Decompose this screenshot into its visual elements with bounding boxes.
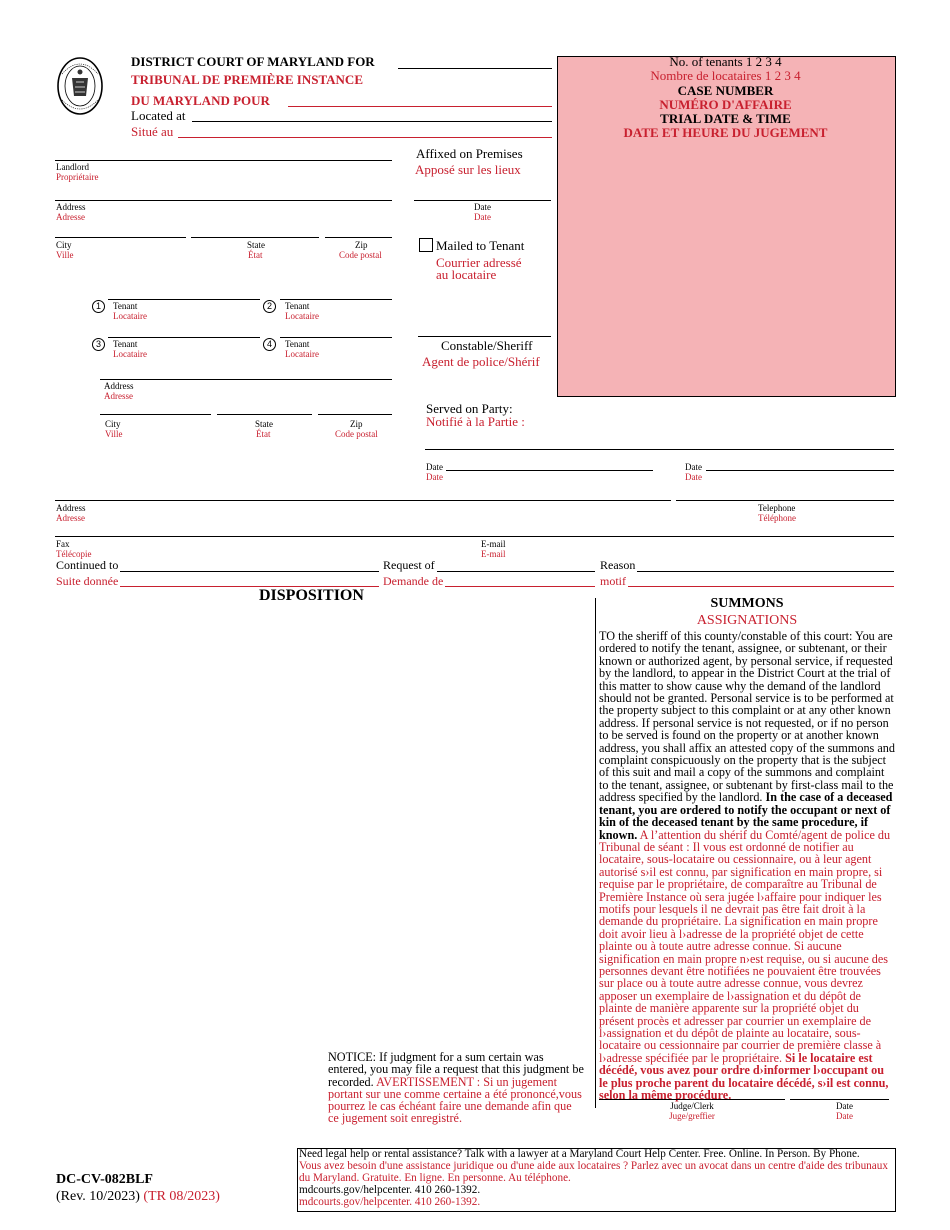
tenant-zip-label-fr: Code postal <box>335 429 378 439</box>
served-date-2-label-fr: Date <box>685 472 702 482</box>
tenant-number-1: 1 <box>92 300 105 313</box>
request-label-fr: Demande de <box>383 574 444 588</box>
affixed-label: Affixed on Premises <box>416 146 523 161</box>
affixed-date-label: Date <box>474 202 491 212</box>
tenant-1-label-fr: Locataire <box>113 311 147 321</box>
court-seal <box>56 56 104 116</box>
situe-au-label: Situé au <box>131 124 174 139</box>
landlord-city-label-fr: Ville <box>56 250 74 260</box>
summons-title: SUMMONS <box>710 596 784 611</box>
summons-body-fr: A l’attention du shérif du Comté/agent de police du Tribunal de séant : Il vous est ordonné de notifier au locataire, sous-locataire ou cessionnaire, ou à leur agent autorisé s›il est connu, par signification en main propre, si requise par le propriétaire, de comparaître au Tribunal de Première Instance où sera jugée l›affaire pour indiquer les motifs pour lesquels il ne devrait pas être fait droit à la demande du propriétaire. La signification en main propre doit avoir lieu à l›adresse de la propriété objet de cette plainte ou à toute autre adresse connue. Si aucune signification en main propre n›est requise, ou si aucune des personnes devant être notifiées ne pouvaient être trouvées sur place ou à toute autre adresse connue, vous devrez apposer un exemplaire de l›assignation et du dépôt de plainte de manière apparente sur la propriété objet du présent procès et adresser par courrier un exemplaire de l›assignation et du dépôt de plainte au locataire, sous-locataire ou cessionnaire par courrier de première classe à l›adresse spécifiée par le propriétaire. <box>599 827 891 1065</box>
judgment-notice <box>328 1051 584 1125</box>
contact-address-label-fr: Adresse <box>56 513 85 523</box>
served-date-1-label: Date <box>426 462 443 472</box>
tenant-city-label: City <box>105 419 121 429</box>
help-url-fr[interactable]: mdcourts.gov/helpcenter. 410 260-1392. <box>299 1196 481 1208</box>
summons-body-en-bold: In the case of a deceased tenant, you are ordered to notify the occupant or next of kin of the deceased tenant by the same procedure, if known. <box>599 790 893 842</box>
reason-label-fr: motif <box>600 574 626 588</box>
disposition-title: DISPOSITION <box>259 587 364 604</box>
email-label-fr: E-mail <box>481 549 506 559</box>
tenant-1-label: Tenant <box>113 301 138 311</box>
landlord-zip-label-fr: Code postal <box>339 250 382 260</box>
tenant-city-label-fr: Ville <box>105 429 123 439</box>
mailed-label-fr-1: Courrier adressé <box>436 255 522 270</box>
form-revision: (Rev. 10/2023) (TR 08/2023) <box>56 1189 220 1204</box>
continued-label-fr: Suite donnée <box>56 574 119 588</box>
tenant-2-label-fr: Locataire <box>285 311 319 321</box>
tenants-count-en: No. of tenants 1 2 3 4 <box>669 54 782 69</box>
mailed-checkbox[interactable] <box>419 238 433 252</box>
telephone-label-fr: Téléphone <box>758 513 796 523</box>
summons-title-fr: ASSIGNATIONS <box>696 613 798 628</box>
tenant-state-label-fr: État <box>256 429 271 439</box>
telephone-label: Telephone <box>758 503 796 513</box>
contact-address-label: Address <box>56 503 86 513</box>
summons-date-label: Date <box>836 1101 853 1111</box>
landlord-label: Landlord <box>56 162 89 172</box>
tenant-number-2: 2 <box>263 300 276 313</box>
fax-label-fr: Télécopie <box>56 549 92 559</box>
landlord-address-label-fr: Adresse <box>56 212 85 222</box>
served-label: Served on Party: <box>426 401 513 416</box>
summons-date-label-fr: Date <box>836 1111 853 1121</box>
summons-body <box>599 630 895 1101</box>
continued-label: Continued to <box>56 558 119 572</box>
notice-fr: AVERTISSEMENT : Si un jugement portant sur une comme certaine a été prononcé,vous pourrez le cas échéant faire une demande afin que ce jugement soit enregistré. <box>328 1074 582 1126</box>
landlord-city-label: City <box>56 240 72 250</box>
court-title-fr-2: DU MARYLAND POUR <box>131 93 270 108</box>
help-url-en[interactable]: mdcourts.gov/helpcenter. 410 260-1392. <box>299 1184 481 1196</box>
notice-en: NOTICE: If judgment for a sum certain was entered, you may file a request that this judgment be recorded. <box>328 1050 584 1089</box>
constable-label: Constable/Sheriff <box>441 338 533 353</box>
tenant-3-label-fr: Locataire <box>113 349 147 359</box>
landlord-address-label: Address <box>56 202 86 212</box>
mailed-label: Mailed to Tenant <box>436 238 525 253</box>
help-text-fr: Vous avez besoin d'une assistance juridique ou d'une aide aux locataires ? Parlez avec un avocat dans un centre d'aide des tribunaux du Maryland. Gratuite. En ligne. En personne. Au téléphone. <box>299 1160 888 1184</box>
judge-label: Judge/Clerk <box>670 1101 714 1111</box>
fax-label: Fax <box>56 539 70 549</box>
tenant-3-label: Tenant <box>113 339 138 349</box>
tenants-count-fr: Nombre de locataires 1 2 3 4 <box>650 68 801 83</box>
served-date-2-label: Date <box>685 462 702 472</box>
trial-date-en: TRIAL DATE & TIME <box>660 111 791 126</box>
landlord-zip-label: Zip <box>355 240 368 250</box>
tenant-4-label-fr: Locataire <box>285 349 319 359</box>
reason-label: Reason <box>600 558 636 572</box>
constable-label-fr: Agent de police/Shérif <box>422 354 540 369</box>
tenant-2-label: Tenant <box>285 301 310 311</box>
affixed-label-fr: Apposé sur les lieux <box>415 162 521 177</box>
summons-body-fr-bold: Si le locataire est décédé, vous avez pour ordre d›informer l›occupant ou le plus proche parent du locataire décédé, s›il est connu, selon la même procédure. <box>599 1050 889 1103</box>
form-id: DC-CV-082BLF <box>56 1172 153 1187</box>
help-text-en: Need legal help or rental assistance? Talk with a lawyer at a Maryland Court Help Center. Free. Online. In Person. By Phone. <box>299 1148 860 1160</box>
trial-date-fr: DATE ET HEURE DU JUGEMENT <box>623 125 828 140</box>
mailed-label-fr-2: au locataire <box>436 267 497 282</box>
court-title-en: DISTRICT COURT OF MARYLAND FOR <box>131 54 375 69</box>
judge-label-fr: Juge/greffier <box>669 1111 715 1121</box>
court-title-fr-1: TRIBUNAL DE PREMIÈRE INSTANCE <box>131 72 363 87</box>
located-at-label: Located at <box>131 108 186 123</box>
landlord-state-label: State <box>247 240 265 250</box>
tenant-address-label-fr: Adresse <box>104 391 133 401</box>
tenant-number-4: 4 <box>263 338 276 351</box>
tenant-4-label: Tenant <box>285 339 310 349</box>
request-label: Request of <box>383 558 435 572</box>
tenant-state-label: State <box>255 419 273 429</box>
tenant-address-label: Address <box>104 381 134 391</box>
case-number-fr: NUMÉRO D'AFFAIRE <box>659 97 792 112</box>
served-date-1-label-fr: Date <box>426 472 443 482</box>
affixed-date-label-fr: Date <box>474 212 491 222</box>
help-text <box>299 1148 893 1208</box>
case-number-en: CASE NUMBER <box>677 83 774 98</box>
summons-body-en: TO the sheriff of this county/constable of this court: You are ordered to notify the tenant, assignee, or subtenant, or their known or authorized agent, by personal service, if requested by the landlord, to appear in the District Court at the trial of this matter to show cause why the demand of the landlord should not be granted. Personal service is to be performed at the property subject to this complaint or at any other known address. If personal service is not requested, or if no person to be served is found on the property or at another known address, you shall affix an attested copy of the summons and complaint conspicuously on the property that is the subject of this suit and mail a copy of the summons and complaint to the tenant, assignee, or subtenant by first-class mail to the address specified by the landlord. <box>599 629 895 805</box>
tenant-zip-label: Zip <box>350 419 363 429</box>
landlord-state-label-fr: État <box>248 250 263 260</box>
email-label: E-mail <box>481 539 506 549</box>
landlord-label-fr: Propriétaire <box>56 172 99 182</box>
served-label-fr: Notifié à la Partie : <box>426 414 525 429</box>
tenant-number-3: 3 <box>92 338 105 351</box>
